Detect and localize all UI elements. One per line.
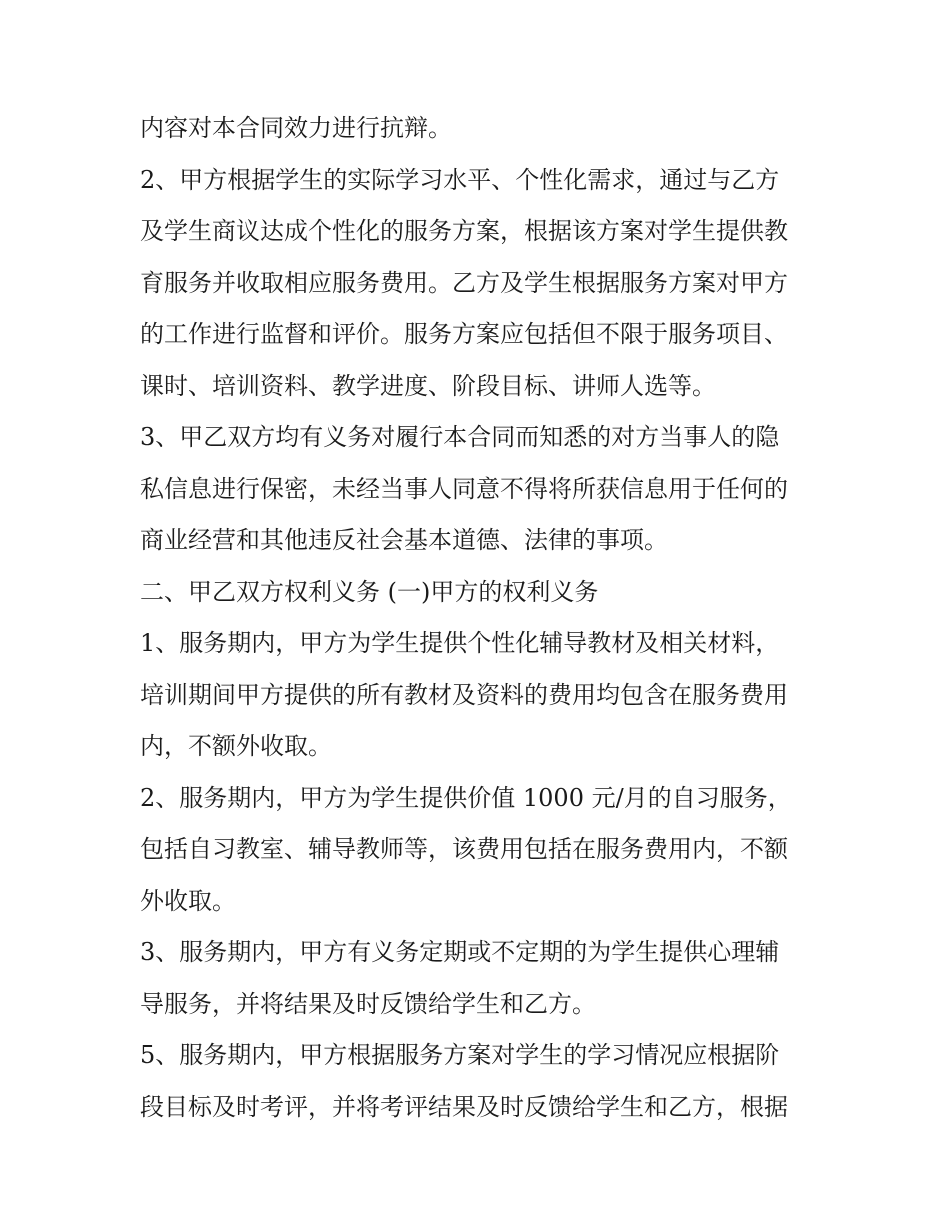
text-line: 商业经营和其他违反社会基本道德、法律的事项。	[140, 526, 668, 554]
text-line: 3、服务期内，甲方有义务定期或不定期的为学生提供心理辅	[140, 938, 780, 966]
text-line: 外收取。	[140, 886, 236, 915]
text-line: 育服务并收取相应服务费用。乙方及学生根据服务方案对甲方	[140, 268, 788, 297]
text-line: 5、服务期内，甲方根据服务方案对学生的学习情况应根据阶	[140, 1041, 780, 1069]
text-line: 私信息进行保密，未经当事人同意不得将所获信息用于任何的	[140, 474, 788, 503]
text-line: 及学生商议达成个性化的服务方案，根据该方案对学生提供教	[140, 217, 788, 245]
text-line: 课时、培训资料、教学进度、阶段目标、讲师人选等。	[140, 371, 716, 400]
text-line: 包括自习教室、辅导教师等，该费用包括在服务费用内，不额	[140, 835, 788, 863]
text-line: 培训期间甲方提供的所有教材及资料的费用均包含在服务费用	[140, 680, 788, 709]
text-line: 内，不额外收取。	[140, 732, 332, 760]
text-line: 内容对本合同效力进行抗辩。	[140, 114, 452, 142]
section-heading: 二、甲乙双方权利义务 (一)甲方的权利义务	[140, 577, 599, 606]
text-line: 的工作进行监督和评价。服务方案应包括但不限于服务项目、	[140, 320, 788, 348]
text-line: 段目标及时考评，并将考评结果及时反馈给学生和乙方，根据	[140, 1092, 788, 1121]
document-body	[140, 103, 820, 1133]
text-line: 2、甲方根据学生的实际学习水平、个性化需求，通过与乙方	[140, 165, 780, 194]
text-line: 1、服务期内，甲方为学生提供个性化辅导教材及相关材料，	[140, 629, 780, 657]
text-line: 导服务，并将结果及时反馈给学生和乙方。	[140, 989, 596, 1018]
text-line: 3、甲乙双方均有义务对履行本合同而知悉的对方当事人的隐	[140, 423, 780, 451]
text-line: 2、服务期内，甲方为学生提供价值 1000 元/月的自习服务，	[140, 783, 792, 812]
